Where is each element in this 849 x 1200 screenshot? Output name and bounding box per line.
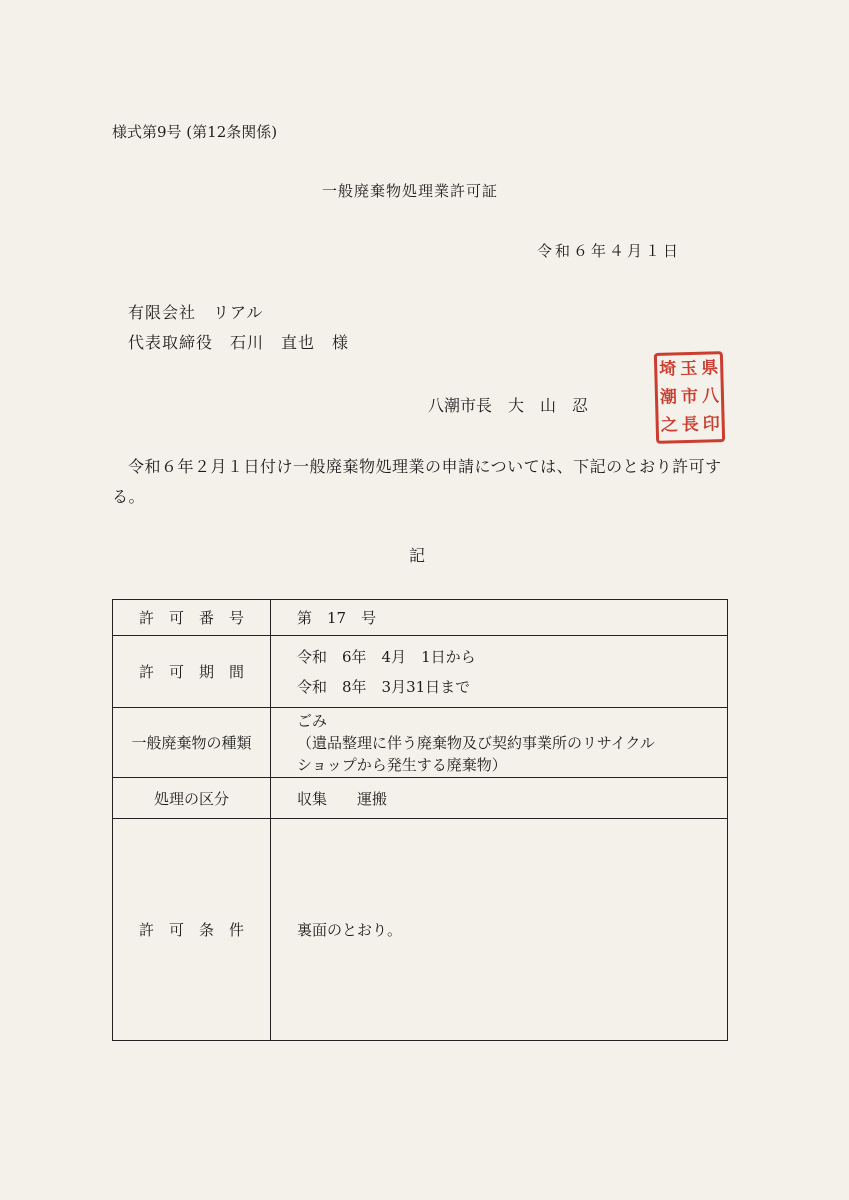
process-type-value: 収集 運搬 xyxy=(271,778,728,819)
permit-number-value: 第 17 号 xyxy=(271,600,728,636)
table-row xyxy=(113,708,728,778)
form-number: 様式第9号 (第12条関係) xyxy=(112,123,278,141)
seal-char: 印 xyxy=(702,414,720,435)
recipient-company: 有限会社 リアル xyxy=(128,303,264,322)
seal-char: 潮 xyxy=(659,387,678,408)
process-type-label: 処理の区分 xyxy=(113,778,271,819)
table-row xyxy=(113,636,728,708)
seal-char: 市 xyxy=(680,386,699,408)
period-to: 令和 8年 3月31日まで xyxy=(297,677,471,696)
waste-type-line: （遺品整理に伴う廃棄物及び契約事業所のリサイクル xyxy=(297,733,655,752)
permit-conditions-value: 裏面のとおり。 xyxy=(271,819,728,1041)
waste-type-value xyxy=(271,708,728,778)
ki-heading: 記 xyxy=(409,546,426,565)
waste-type-line: ごみ xyxy=(297,711,328,730)
table-row xyxy=(113,600,728,636)
permit-number-label: 許 可 番 号 xyxy=(113,600,271,636)
seal-char: 玉 xyxy=(679,358,698,379)
recipient-name: 代表取締役 石川 直也 様 xyxy=(128,333,350,352)
table-row xyxy=(113,819,728,1041)
waste-type-label: 一般廃棄物の種類 xyxy=(113,708,271,778)
permit-period-label: 許 可 期 間 xyxy=(113,636,271,708)
period-from: 令和 6年 4月 1日から xyxy=(297,647,476,666)
document-title: 一般廃棄物処理業許可証 xyxy=(322,182,499,200)
seal-char: 之 xyxy=(660,415,678,437)
issuer-name: 八潮市長 大 山 忍 xyxy=(428,396,589,415)
issue-date: 令和６年４月１日 xyxy=(537,242,682,260)
official-seal-icon xyxy=(654,351,725,444)
seal-char: 長 xyxy=(681,415,699,436)
body-paragraph: 令和６年２月１日付け一般廃棄物処理業の申請については、下記のとおり許可する。 xyxy=(112,457,722,506)
table-row xyxy=(113,778,728,819)
permit-period-value xyxy=(271,636,728,708)
seal-char: 県 xyxy=(700,357,719,379)
waste-type-line: ショップから発生する廃棄物） xyxy=(297,755,507,774)
permit-table xyxy=(112,599,728,1041)
seal-char: 埼 xyxy=(658,358,677,380)
seal-char: 八 xyxy=(701,386,720,407)
permit-conditions-label: 許 可 条 件 xyxy=(113,819,271,1041)
